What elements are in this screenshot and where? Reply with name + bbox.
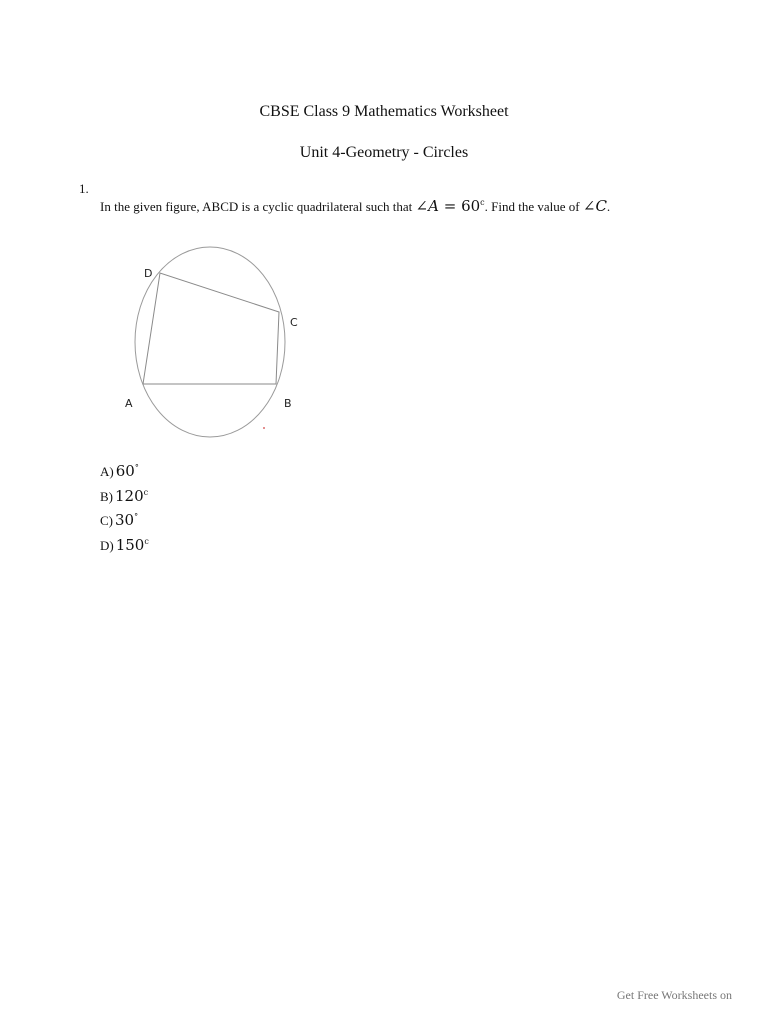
option-d — [100, 536, 149, 554]
option-a-value — [116, 462, 139, 480]
option-b-value — [115, 487, 148, 505]
vertex-label-c: C — [290, 316, 298, 329]
question-text-intro: In the given figure, ABCD is a cyclic quadrilateral such that — [100, 199, 416, 214]
question-text-middle: . Find the value of — [484, 199, 583, 214]
option-b — [100, 487, 148, 505]
option-d-number: 150 — [115, 536, 145, 554]
vertex-label-d: D — [144, 267, 153, 280]
vertex-label-b: B — [284, 397, 292, 410]
circumcircle — [135, 247, 285, 437]
option-c-degree-mark: ° — [134, 512, 139, 521]
angle-c-variable: C — [595, 197, 607, 215]
angle-a-symbol: ∠ — [415, 197, 429, 215]
cyclic-quadrilateral-figure — [115, 240, 315, 445]
quadrilateral-abcd — [143, 273, 279, 384]
vertex-label-a: A — [125, 397, 133, 410]
angle-c-expression — [583, 197, 607, 215]
option-c-value — [115, 511, 138, 529]
option-c-number: 30 — [115, 511, 135, 529]
figure-svg — [115, 240, 315, 445]
question-text — [100, 197, 610, 215]
footer-text: Get Free Worksheets on — [616, 988, 732, 1002]
option-a-degree-mark: ° — [134, 463, 139, 472]
option-d-value — [116, 536, 149, 554]
angle-c-symbol: ∠ — [582, 197, 596, 215]
option-a-label: A) — [100, 464, 114, 479]
angle-a-value: 60 — [461, 197, 481, 215]
question-number: 1. — [79, 181, 89, 196]
equals-sign: = — [438, 197, 462, 215]
angle-a-variable: A — [428, 197, 439, 215]
option-b-degree-mark: c — [143, 488, 149, 497]
stray-red-dot — [263, 427, 265, 429]
worksheet-title: CBSE Class 9 Mathematics Worksheet — [259, 103, 509, 120]
option-d-degree-mark: c — [144, 537, 149, 546]
option-c — [100, 511, 138, 529]
question-text-end: . — [606, 199, 611, 214]
option-b-label: B) — [100, 489, 113, 504]
option-a — [100, 462, 139, 480]
option-b-number: 120 — [115, 487, 144, 505]
worksheet-subtitle: Unit 4-Geometry - Circles — [299, 144, 469, 161]
option-c-label: C) — [100, 513, 113, 528]
option-d-label: D) — [100, 538, 114, 553]
angle-a-expression — [416, 197, 485, 215]
angle-a-degree-mark: c — [480, 198, 485, 207]
option-a-number: 60 — [115, 462, 135, 480]
